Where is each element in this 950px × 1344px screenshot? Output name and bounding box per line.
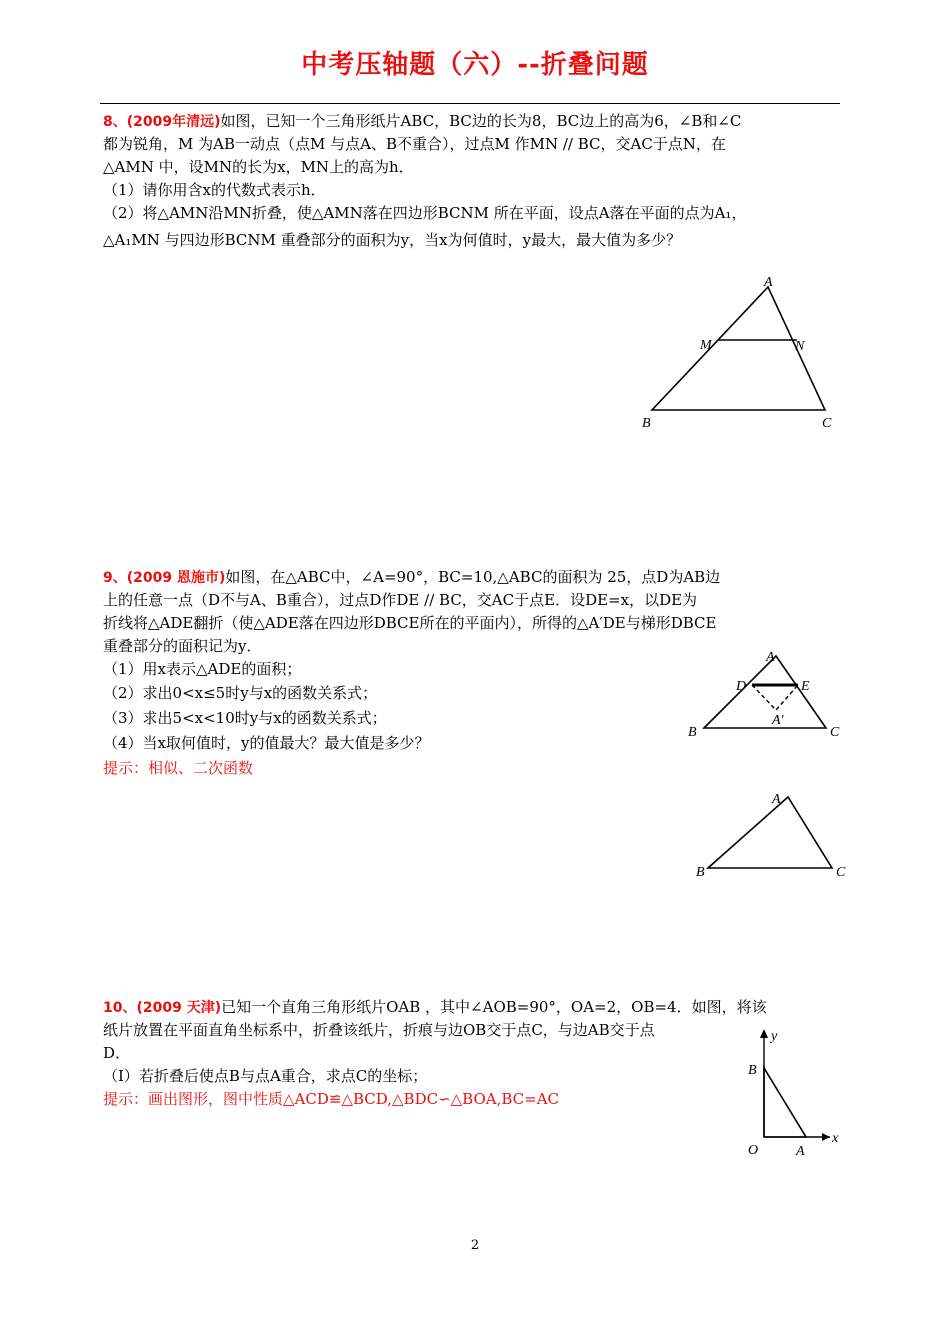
title-divider: [100, 103, 840, 104]
label-m: M: [700, 338, 712, 353]
problem-9-line-4: 重叠部分的面积记为y．: [103, 637, 262, 655]
problem-9-figure-1: [680, 648, 850, 743]
label-b: B: [748, 1063, 757, 1078]
problem-9-line-2: 上的任意一点（D不与A、B重合），过点D作DE // BC，交AC于点E．设DE=x，以DE为: [103, 591, 698, 609]
problem-10-figure: [740, 1025, 845, 1165]
label-d: D: [736, 679, 747, 694]
problem-9-part-2: （2）求出0<x≤5时y与x的函数关系式；: [103, 684, 378, 702]
problem-9-number: 9、(2009 恩施市): [103, 570, 226, 586]
problem-8-figure: [630, 272, 850, 437]
problem-10-line-1: 10、(2009 天津)已知一个直角三角形纸片OAB ，其中∠AOB=90°，OA=2，OB=4．如图，将该: [103, 998, 767, 1016]
problem-10-part-1: （Ⅰ）若折叠后使点B与点A重合，求点C的坐标；: [103, 1067, 428, 1085]
label-c: C: [830, 725, 840, 740]
label-b: B: [696, 865, 705, 880]
problem-9-line-3: 折线将△ADE翻折（使△ADE落在四边形DBCE所在的平面内），所得的△A′DE与梯形DBCE: [103, 614, 717, 632]
label-a: A: [772, 792, 781, 807]
label-b: B: [642, 416, 651, 431]
problem-10-line-3: D．: [103, 1044, 131, 1062]
label-c: C: [836, 865, 846, 880]
problem-9-hint: 提示：相似、二次函数: [103, 759, 254, 777]
label-a-prime: A′: [772, 713, 784, 728]
label-o: O: [748, 1143, 759, 1158]
label-y: y: [771, 1029, 778, 1044]
problem-10-hint: 提示：画出图形，图中性质△ACD≌△BCD,△BDC∽△BOA,BC=AC: [103, 1090, 560, 1108]
label-e: E: [801, 679, 810, 694]
problem-9-part-4: （4）当x取何值时，y的值最大？最大值是多少？: [103, 734, 430, 752]
label-a: A: [796, 1144, 805, 1159]
problem-8-line-2: 都为锐角，M 为AB一动点（点M 与点A、B不重合），过点M 作MN // BC，交AC于点N，在: [103, 135, 726, 153]
label-c: C: [822, 416, 832, 431]
problem-9-part-1: （1）用x表示△ADE的面积；: [103, 660, 302, 678]
label-n: N: [795, 339, 805, 354]
problem-8-line-3: △AMN 中，设MN的长为x，MN上的高为h．: [103, 158, 414, 176]
problem-9-figure-2: [680, 788, 850, 883]
label-a: A: [766, 650, 775, 665]
problem-8-line-6: △A₁MN 与四边形BCNM 重叠部分的面积为y，当x为何值时，y最大，最大值为多少？: [103, 231, 682, 249]
problem-10-number: 10、(2009 天津): [103, 1000, 222, 1016]
page-title: 中考压轴题（六）--折叠问题: [301, 50, 649, 80]
label-a: A: [764, 275, 773, 290]
label-x: x: [832, 1131, 839, 1146]
problem-9-part-3: （3）求出5<x<10时y与x的函数关系式；: [103, 709, 387, 727]
problem-10-line-2: 纸片放置在平面直角坐标系中，折叠该纸片，折痕与边OB交于点C，与边AB交于点: [103, 1021, 655, 1039]
page-number: 2: [470, 1238, 480, 1253]
problem-8-part-1: （1）请你用含x的代数式表示h．: [103, 181, 326, 199]
problem-9-line-1: 9、(2009 恩施市)如图，在△ABC中，∠A=90°，BC=10,△ABC的面积为 25，点D为AB边: [103, 568, 721, 586]
problem-8-line-1: 8、(2009年清远)如图，已知一个三角形纸片ABC，BC边的长为8，BC边上的高为6，∠B和∠C: [103, 112, 742, 130]
problem-8-number: 8、(2009年清远): [103, 114, 221, 130]
label-b: B: [688, 725, 697, 740]
problem-8-part-2: （2）将△AMN沿MN折叠，使△AMN落在四边形BCNM 所在平面，设点A落在平面的点为A₁，: [103, 204, 747, 222]
